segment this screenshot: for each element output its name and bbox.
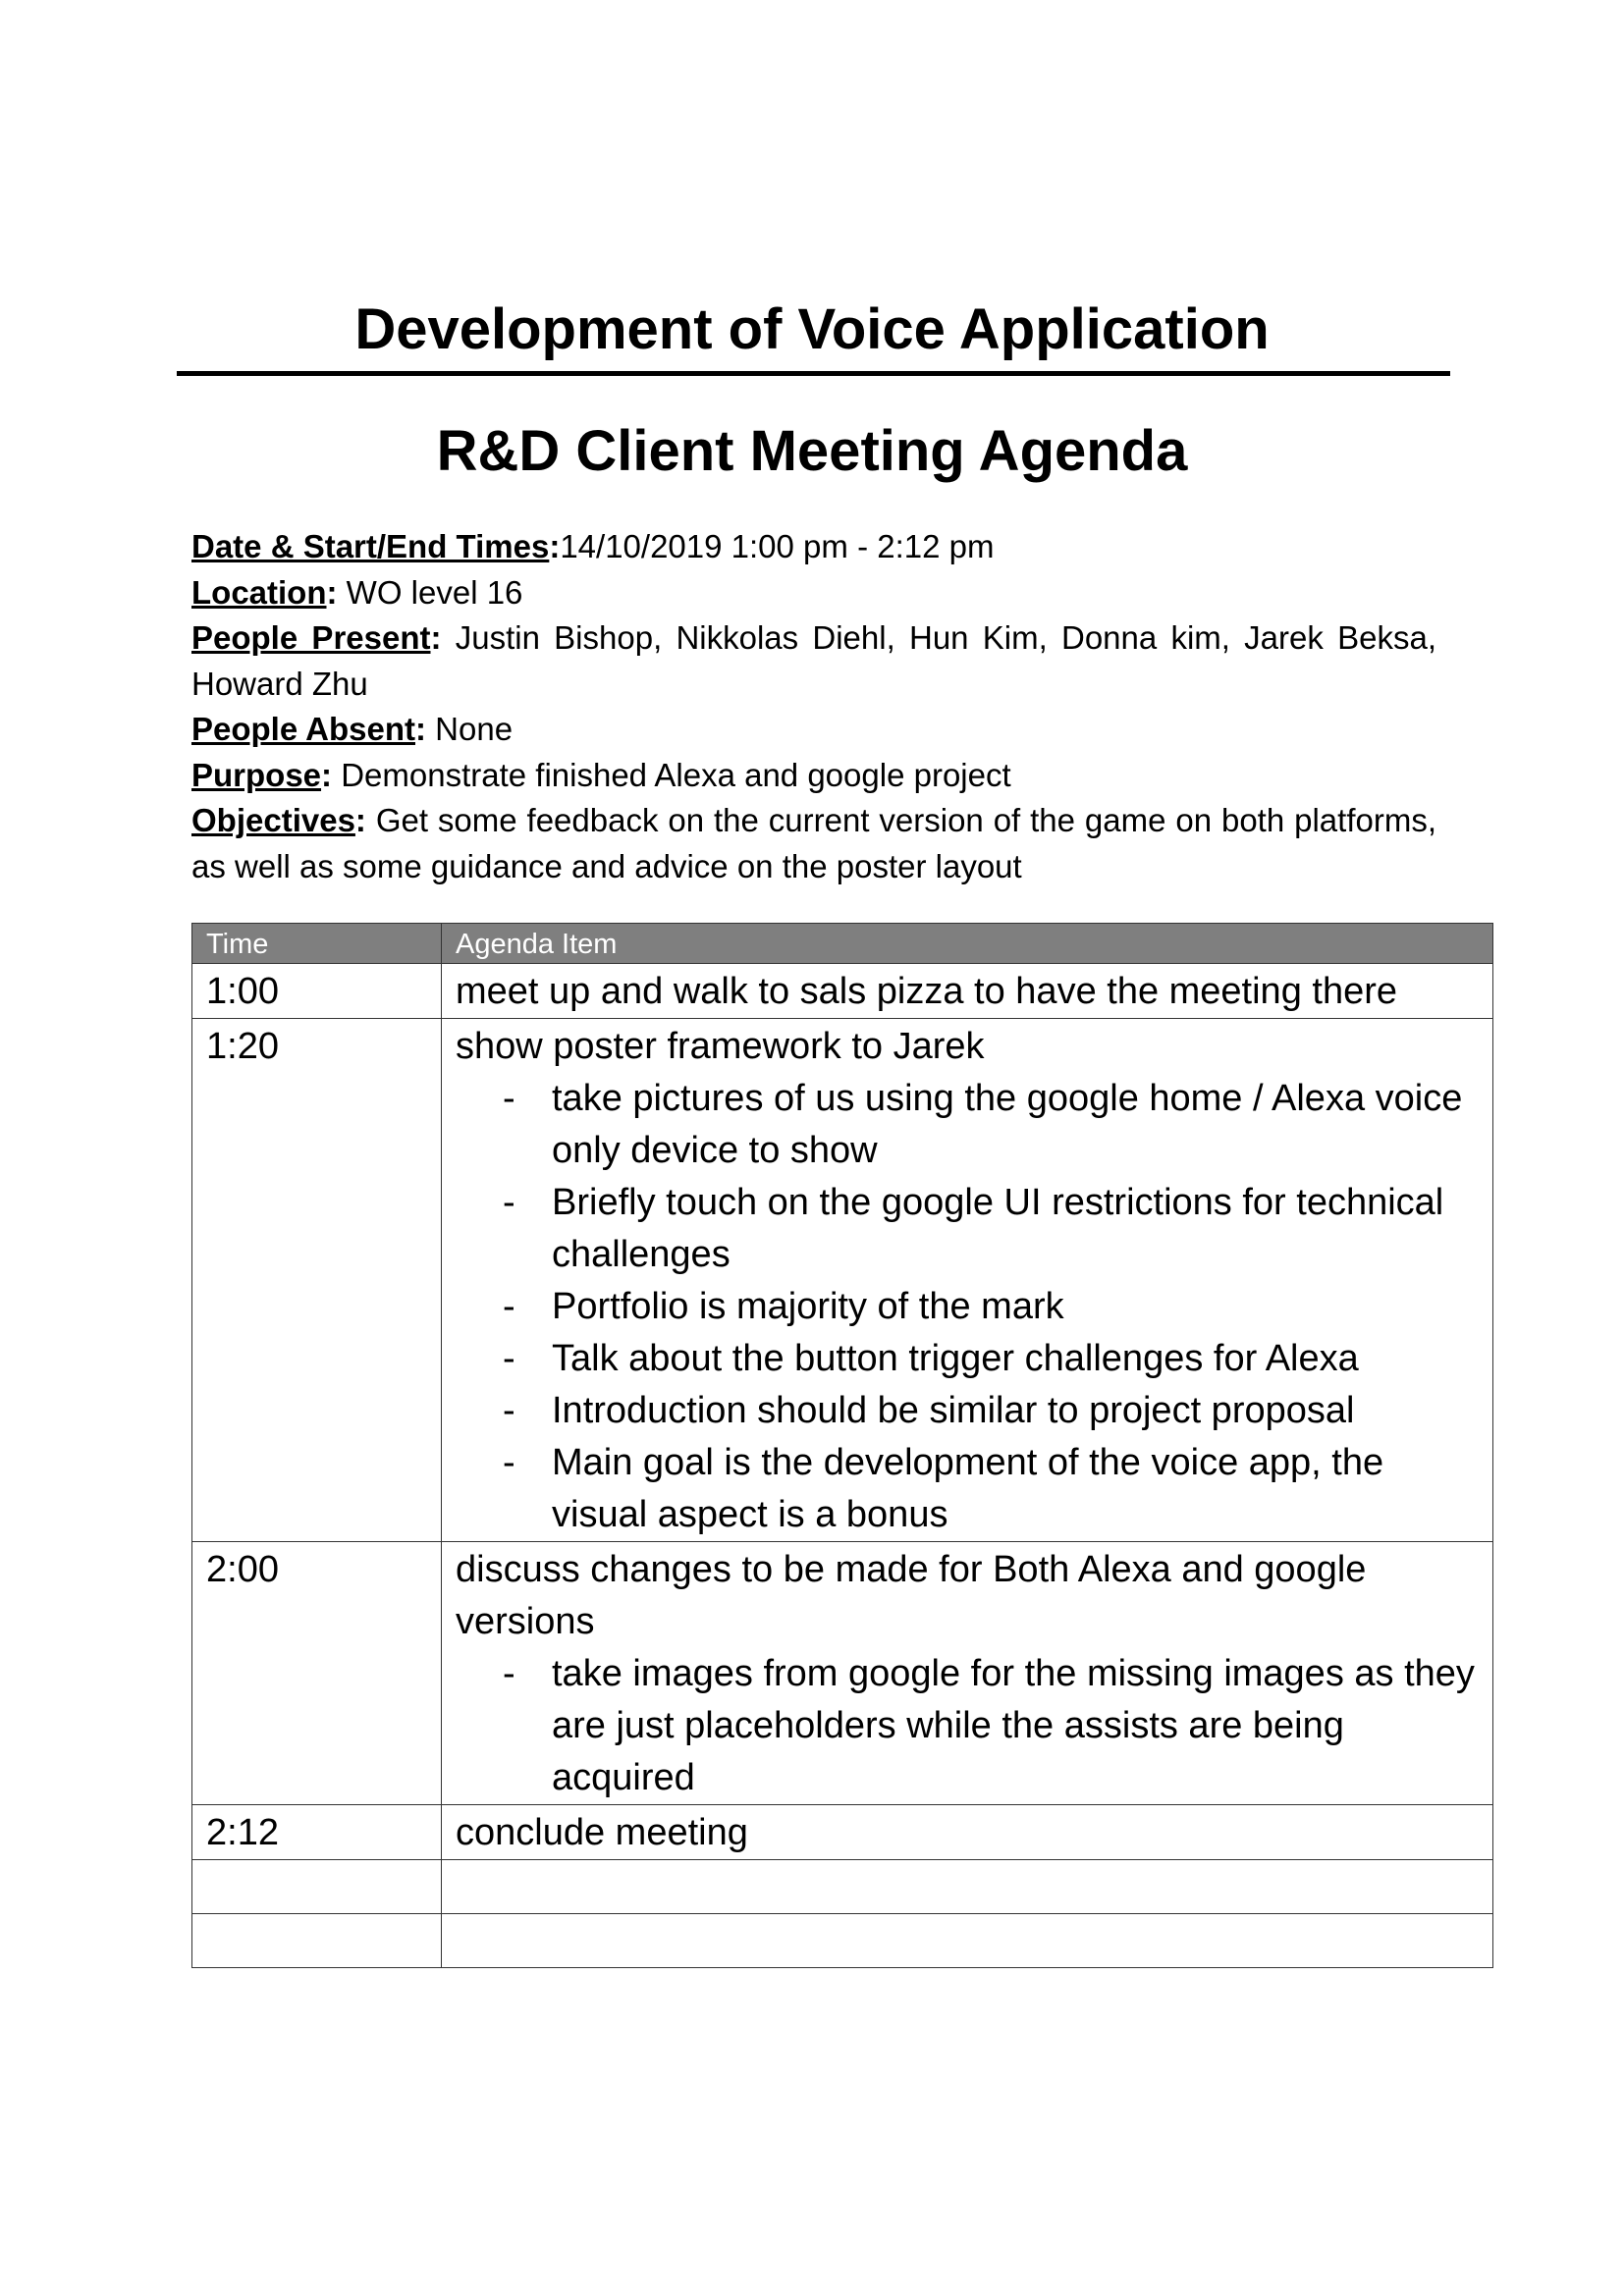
agenda-table	[191, 923, 1493, 1968]
table-row	[192, 1542, 1493, 1805]
agenda-header-item: Agenda Item	[442, 924, 1493, 964]
agenda-item-cell	[442, 1914, 1493, 1968]
list-item	[503, 1281, 1479, 1333]
agenda-time-cell	[192, 1860, 442, 1914]
agenda-item-cell	[442, 1805, 1493, 1860]
table-row	[192, 1860, 1493, 1914]
list-item	[503, 1648, 1479, 1804]
list-item	[503, 1333, 1479, 1385]
agenda-subitem-list	[456, 1073, 1479, 1541]
document-subtitle: R&D Client Meeting Agenda	[436, 419, 1188, 483]
dash-bullet: -	[503, 1078, 515, 1119]
agenda-subitem-text: Briefly touch on the google UI restrictions for technical challenges	[552, 1182, 1444, 1275]
agenda-time-cell: 1:00	[192, 964, 442, 1019]
title-underline	[177, 371, 1450, 376]
agenda-subitem-text: Main goal is the development of the voice app, the visual aspect is a bonus	[552, 1442, 1384, 1535]
agenda-subitem-text: Talk about the button trigger challenges for Alexa	[552, 1338, 1359, 1379]
meta-objectives-line: Objectives: Get some feedback on the current version of the game on both platforms, as well as some guidance and advice on the poster layout	[191, 802, 1436, 884]
agenda-item-cell	[442, 964, 1493, 1019]
list-item	[503, 1073, 1479, 1177]
agenda-time-cell	[192, 1914, 442, 1968]
dash-bullet: -	[503, 1442, 515, 1483]
agenda-header-row	[192, 924, 1493, 964]
agenda-subitem-text: Portfolio is majority of the mark	[552, 1286, 1064, 1327]
meta-objectives-value: Get some feedback on the current version of the game on both platforms, as well as some guidance and advice on the poster layout	[191, 802, 1436, 884]
agenda-time-cell: 2:12	[192, 1805, 442, 1860]
meta-date-label: Date & Start/End Times	[191, 528, 550, 564]
meta-location-value: WO level 16	[337, 573, 523, 611]
dash-bullet: -	[503, 1390, 515, 1431]
meta-purpose-value: Demonstrate finished Alexa and google project	[332, 756, 1011, 793]
meta-purpose-label: Purpose	[191, 756, 322, 793]
table-row	[192, 1914, 1493, 1968]
agenda-header-time: Time	[192, 924, 442, 964]
table-row	[192, 1805, 1493, 1860]
agenda-subitem-text: take images from google for the missing images as they are just placeholders while the assists are being acquired	[552, 1653, 1475, 1798]
agenda-item-text: show poster framework to Jarek	[456, 1026, 985, 1067]
meta-present-value: Justin Bishop, Nikkolas Diehl, Hun Kim, Donna kim, Jarek Beksa, Howard Zhu	[191, 619, 1436, 702]
meta-absent-label: People Absent	[191, 711, 415, 747]
list-item	[503, 1177, 1479, 1281]
meta-date-value: 14/10/2019 1:00 pm - 2:12 pm	[560, 528, 995, 564]
meta-date-line: Date & Start/End Times:14/10/2019 1:00 pm - 2:12 pm	[191, 528, 995, 564]
meta-absent-line: People Absent: None	[191, 711, 514, 747]
agenda-time-cell: 1:20	[192, 1019, 442, 1542]
agenda-item-text: discuss changes to be made for Both Alexa and google versions	[456, 1549, 1367, 1642]
meta-objectives-label: Objectives	[191, 802, 355, 838]
meta-purpose-line: Purpose: Demonstrate finished Alexa and google project	[191, 756, 1011, 793]
meta-present-label: People Present	[191, 619, 431, 656]
agenda-subitem-text: Introduction should be similar to project proposal	[552, 1390, 1355, 1431]
agenda-item-cell	[442, 1860, 1493, 1914]
agenda-item-cell	[442, 1019, 1493, 1542]
dash-bullet: -	[503, 1653, 515, 1694]
dash-bullet: -	[503, 1338, 515, 1379]
meta-location-line: Location: WO level 16	[191, 573, 523, 611]
table-row	[192, 964, 1493, 1019]
agenda-subitem-list	[456, 1648, 1479, 1804]
meta-location-label: Location	[191, 573, 327, 611]
agenda-item-text: meet up and walk to sals pizza to have the meeting there	[456, 971, 1397, 1012]
agenda-time-cell: 2:00	[192, 1542, 442, 1805]
list-item	[503, 1385, 1479, 1437]
list-item	[503, 1437, 1479, 1541]
dash-bullet: -	[503, 1182, 515, 1223]
agenda-subitem-text: take pictures of us using the google home / Alexa voice only device to show	[552, 1078, 1463, 1171]
meeting-details	[191, 524, 1436, 889]
table-row	[192, 1019, 1493, 1542]
meta-present-line: People Present: Justin Bishop, Nikkolas Diehl, Hun Kim, Donna kim, Jarek Beksa, Howard Zhu	[191, 619, 1436, 702]
agenda-item-text: conclude meeting	[456, 1812, 748, 1853]
agenda-item-cell	[442, 1542, 1493, 1805]
document-title: Development of Voice Application	[354, 297, 1270, 361]
dash-bullet: -	[503, 1286, 515, 1327]
meta-absent-value: None	[426, 711, 514, 747]
